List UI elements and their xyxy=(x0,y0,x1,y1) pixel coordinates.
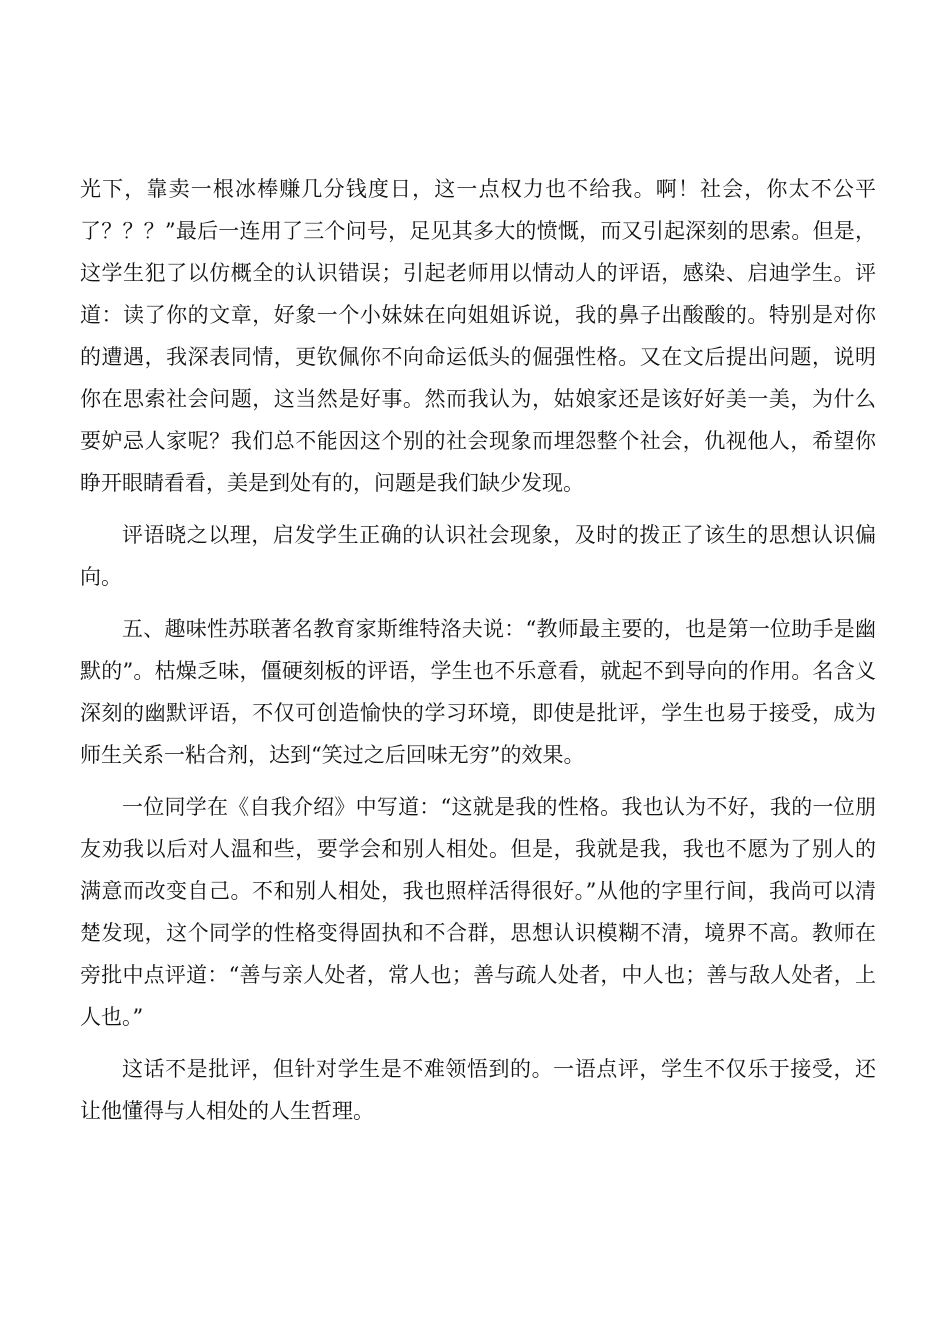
paragraph-1: 光下，靠卖一根冰棒赚几分钱度日，这一点权力也不给我。啊！社会，你太不公平了？？？”最后一连用了三个问号，足见其多大的愤慨，而又引起深刻的思索。但是，这学生犯了以仿概全的认识错误；引起老师用以情动人的评语，感染、启迪学生。评道：读了你的文章，好象一个小妹妹在向姐姐诉说，我的鼻子出酸酸的。特别是对你的遭遇，我深表同情，更钦佩你不向命运低头的倔强性格。又在文后提出问题，说明你在思索社会问题，这当然是好事。然而我认为，姑娘家还是该好好美一美，为什么要妒忌人家呢？我们总不能因这个别的社会现象而埋怨整个社会，仇视他人，希望你睁开眼睛看看，美是到处有的，问题是我们缺少发现。 xyxy=(80,177,876,495)
paragraph-4: 一位同学在《自我介绍》中写道：“这就是我的性格。我也认为不好，我的一位朋友劝我以后对人温和些，要学会和别人相处。但是，我就是我，我也不愿为了别人的满意而改变自己。不和别人相处，我也照样活得很好。”从他的字里行间，我尚可以清楚发现，这个同学的性格变得固执和不合群，思想认识模糊不清，境界不高。教师在旁批中点评道：“善与亲人处者，常人也；善与疏人处者，中人也；善与敌人处者，上人也。” xyxy=(80,795,876,1029)
paragraph-2: 评语晓之以理，启发学生正确的认识社会现象，及时的拨正了该生的思想认识偏向。 xyxy=(80,523,876,589)
paragraph-3: 五、趣味性苏联著名教育家斯维特洛夫说：“教师最主要的，也是第一位助手是幽默的”。枯燥乏味，僵硬刻板的评语，学生也不乐意看，就起不到导向的作用。名含义深刻的幽默评语，不仅可创造愉快的学习环境，即使是批评，学生也易于接受，成为师生关系一粘合剂，达到“笑过之后回味无穷”的效果。 xyxy=(80,617,876,767)
document-page xyxy=(80,168,876,1142)
paragraph-5: 这话不是批评，但针对学生是不难领悟到的。一语点评，学生不仅乐于接受，还让他懂得与人相处的人生哲理。 xyxy=(80,1057,876,1123)
